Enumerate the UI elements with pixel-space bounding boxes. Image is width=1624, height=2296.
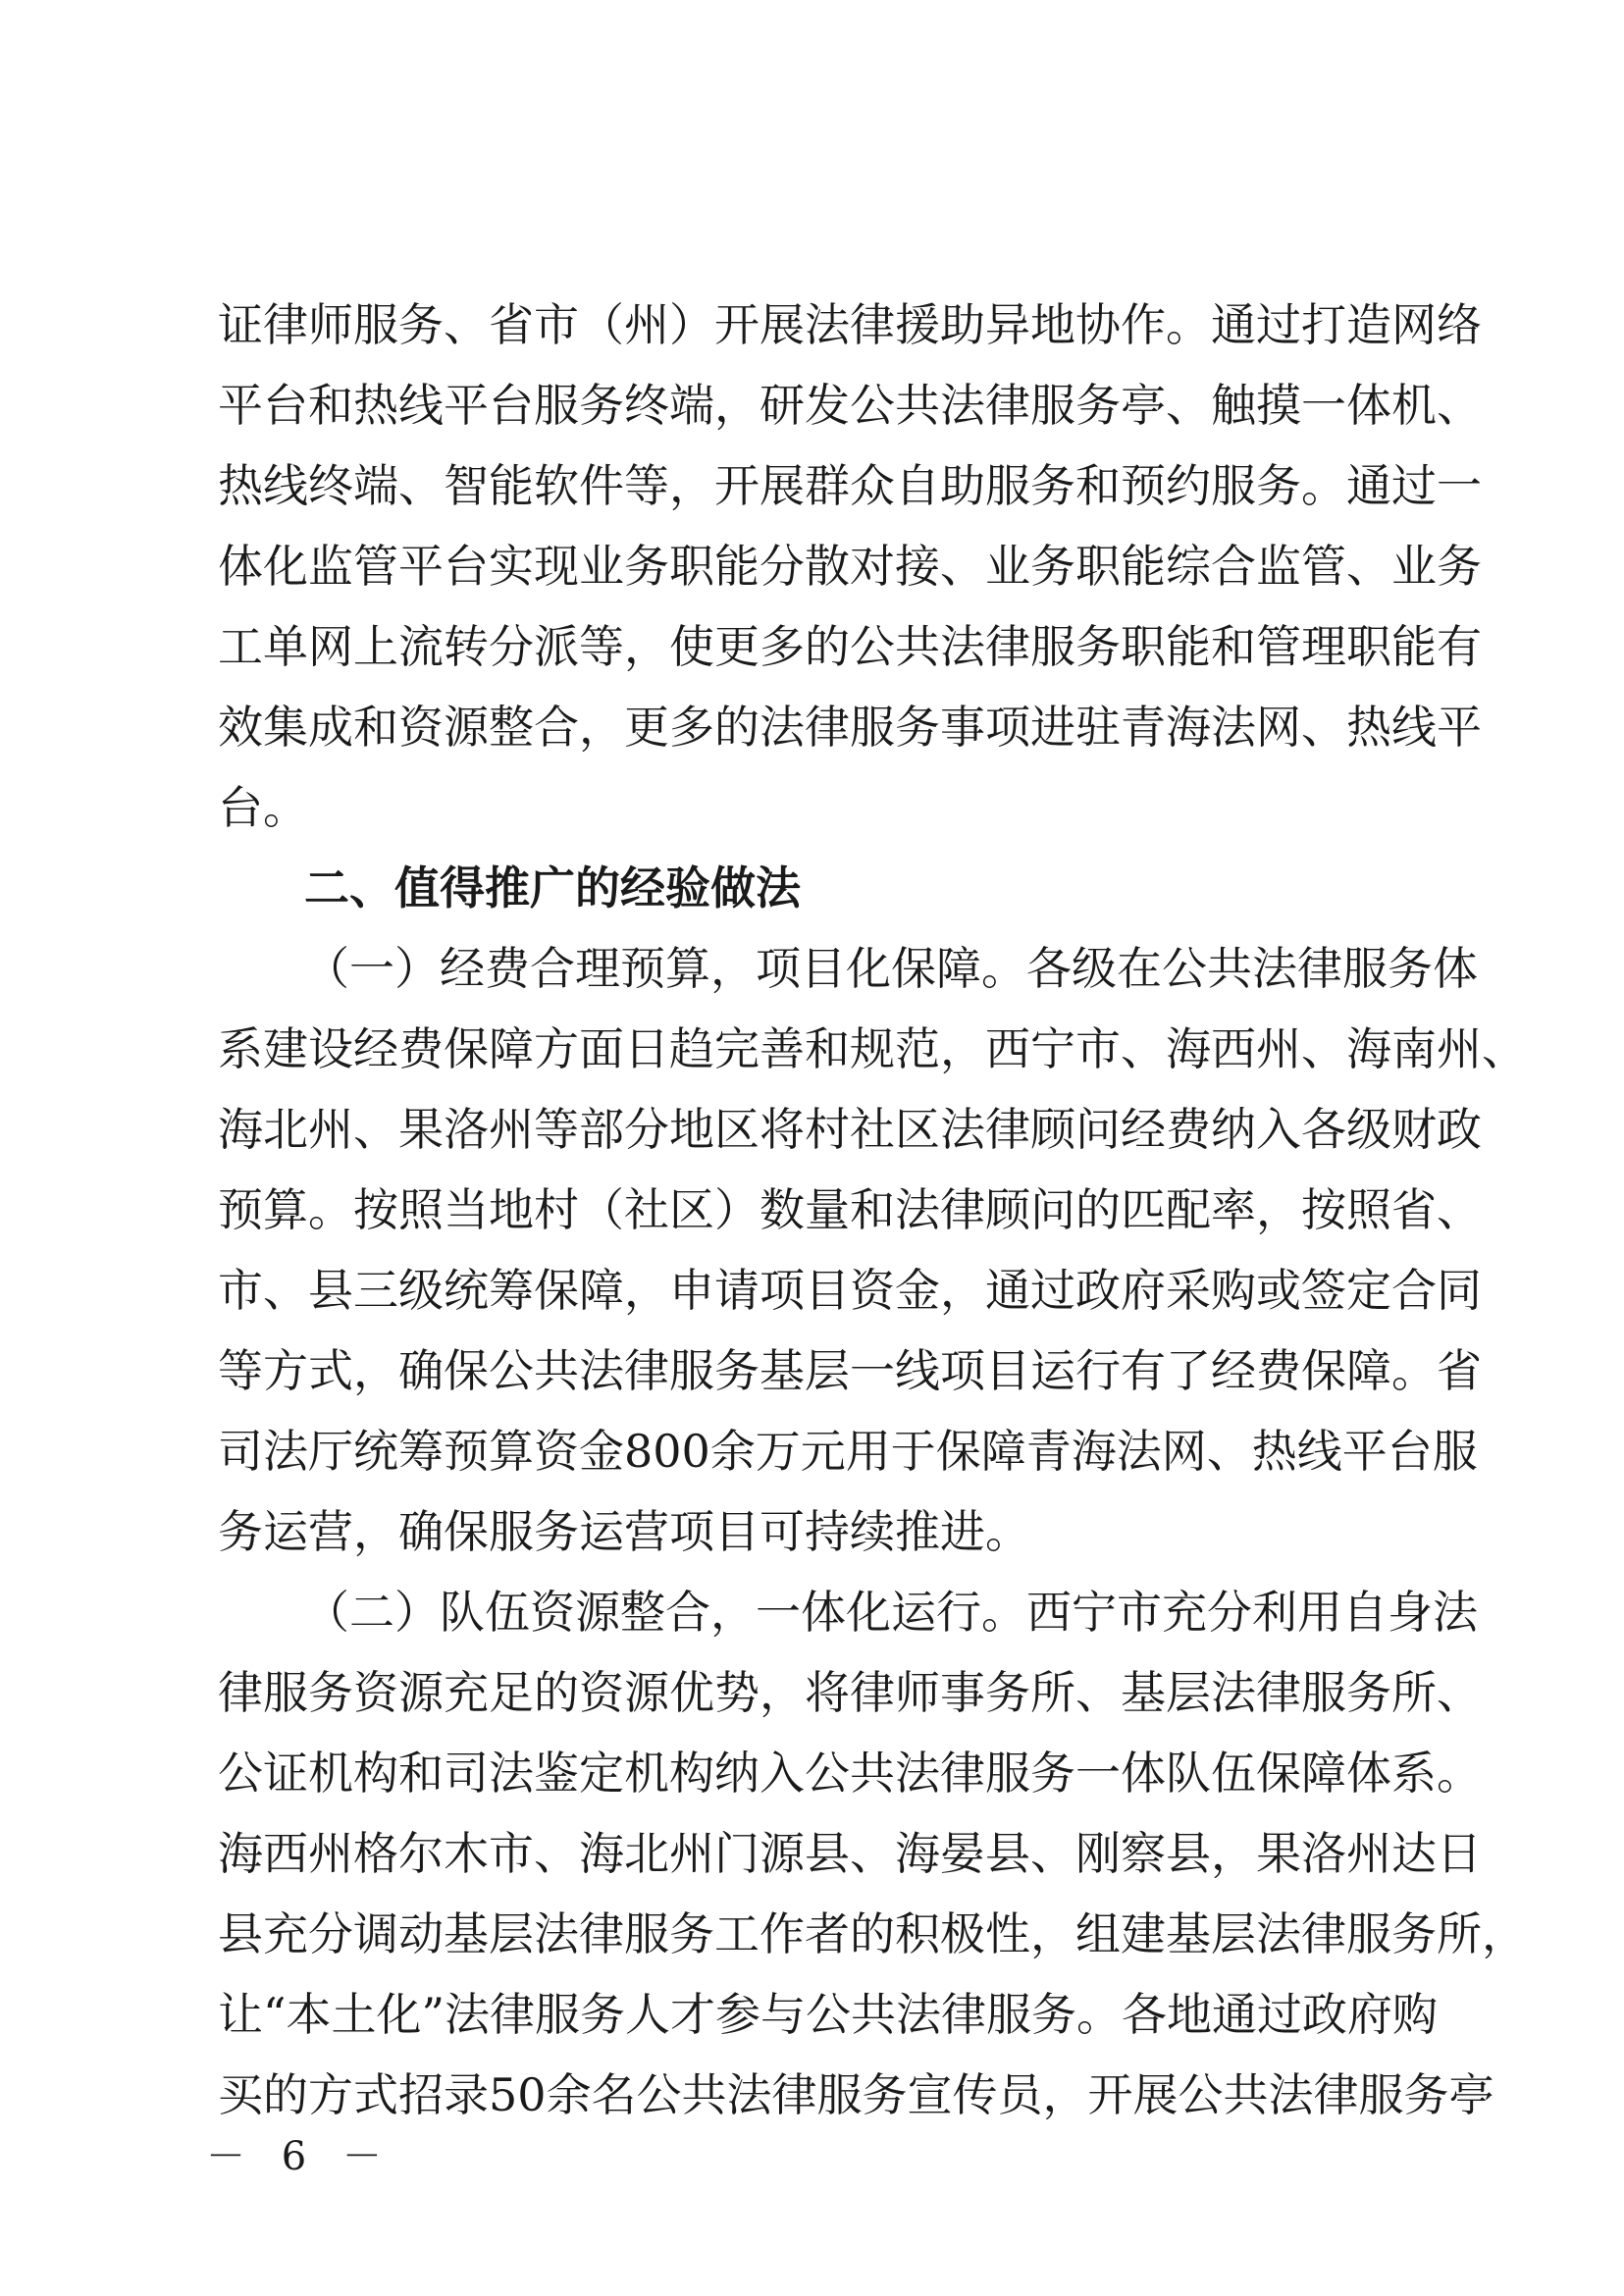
- body-text-line: 工单网上流转分派等，使更多的公共法律服务职能和管理职能有: [218, 620, 1482, 673]
- body-text-line: 律服务资源充足的资源优势，将律师事务所、基层法律服务所、: [218, 1666, 1482, 1719]
- body-text-line: 台。: [218, 781, 308, 834]
- body-text-line: 县充分调动基层法律服务工作者的积极性，组建基层法律服务所，: [218, 1907, 1527, 1960]
- body-text-line: 平台和热线平台服务终端，研发公共法律服务亭、触摸一体机、: [218, 379, 1482, 432]
- body-text-line: 务运营，确保服务运营项目可持续推进。: [218, 1505, 1030, 1558]
- body-text-line: 系建设经费保障方面日趋完善和规范，西宁市、海西州、海南州、: [218, 1022, 1527, 1075]
- body-text-line: 效集成和资源整合，更多的法律服务事项进驻青海法网、热线平: [218, 701, 1482, 754]
- paragraph-first-line: （二）队伍资源整合，一体化运行。西宁市充分利用自身法: [304, 1586, 1478, 1639]
- body-text-line: 司法厅统筹预算资金800余万元用于保障青海法网、热线平台服: [218, 1425, 1478, 1478]
- body-text-line: 买的方式招录50余名公共法律服务宣传员，开展公共法律服务亭: [218, 2068, 1494, 2121]
- body-text-line: 预算。按照当地村（社区）数量和法律顾问的匹配率，按照省、: [218, 1183, 1482, 1236]
- paragraph-first-line: （一）经费合理预算，项目化保障。各级在公共法律服务体: [304, 942, 1478, 995]
- body-text-line: 市、县三级统筹保障，申请项目资金，通过政府采购或签定合同: [218, 1264, 1482, 1317]
- body-text-line: 热线终端、智能软件等，开展群众自助服务和预约服务。通过一: [218, 459, 1482, 512]
- body-text-line: 公证机构和司法鉴定机构纳入公共法律服务一体队伍保障体系。: [218, 1747, 1482, 1800]
- section-heading: 二、值得推广的经验做法: [304, 861, 801, 914]
- body-text-line: 海西州格尔木市、海北州门源县、海晏县、刚察县，果洛州达日: [218, 1827, 1482, 1880]
- body-text-line: 体化监管平台实现业务职能分散对接、业务职能综合监管、业务: [218, 540, 1482, 593]
- page-number: － 6 －: [206, 2134, 393, 2179]
- body-text-line: 海北州、果洛州等部分地区将村社区法律顾问经费纳入各级财政: [218, 1103, 1482, 1156]
- body-text-line: 等方式，确保公共法律服务基层一线项目运行有了经费保障。省: [218, 1344, 1482, 1397]
- body-text-line: 证律师服务、省市（州）开展法律援助异地协作。通过打造网络: [218, 298, 1482, 351]
- body-text-line: 让“本土化”法律服务人才参与公共法律服务。各地通过政府购: [218, 1988, 1439, 2041]
